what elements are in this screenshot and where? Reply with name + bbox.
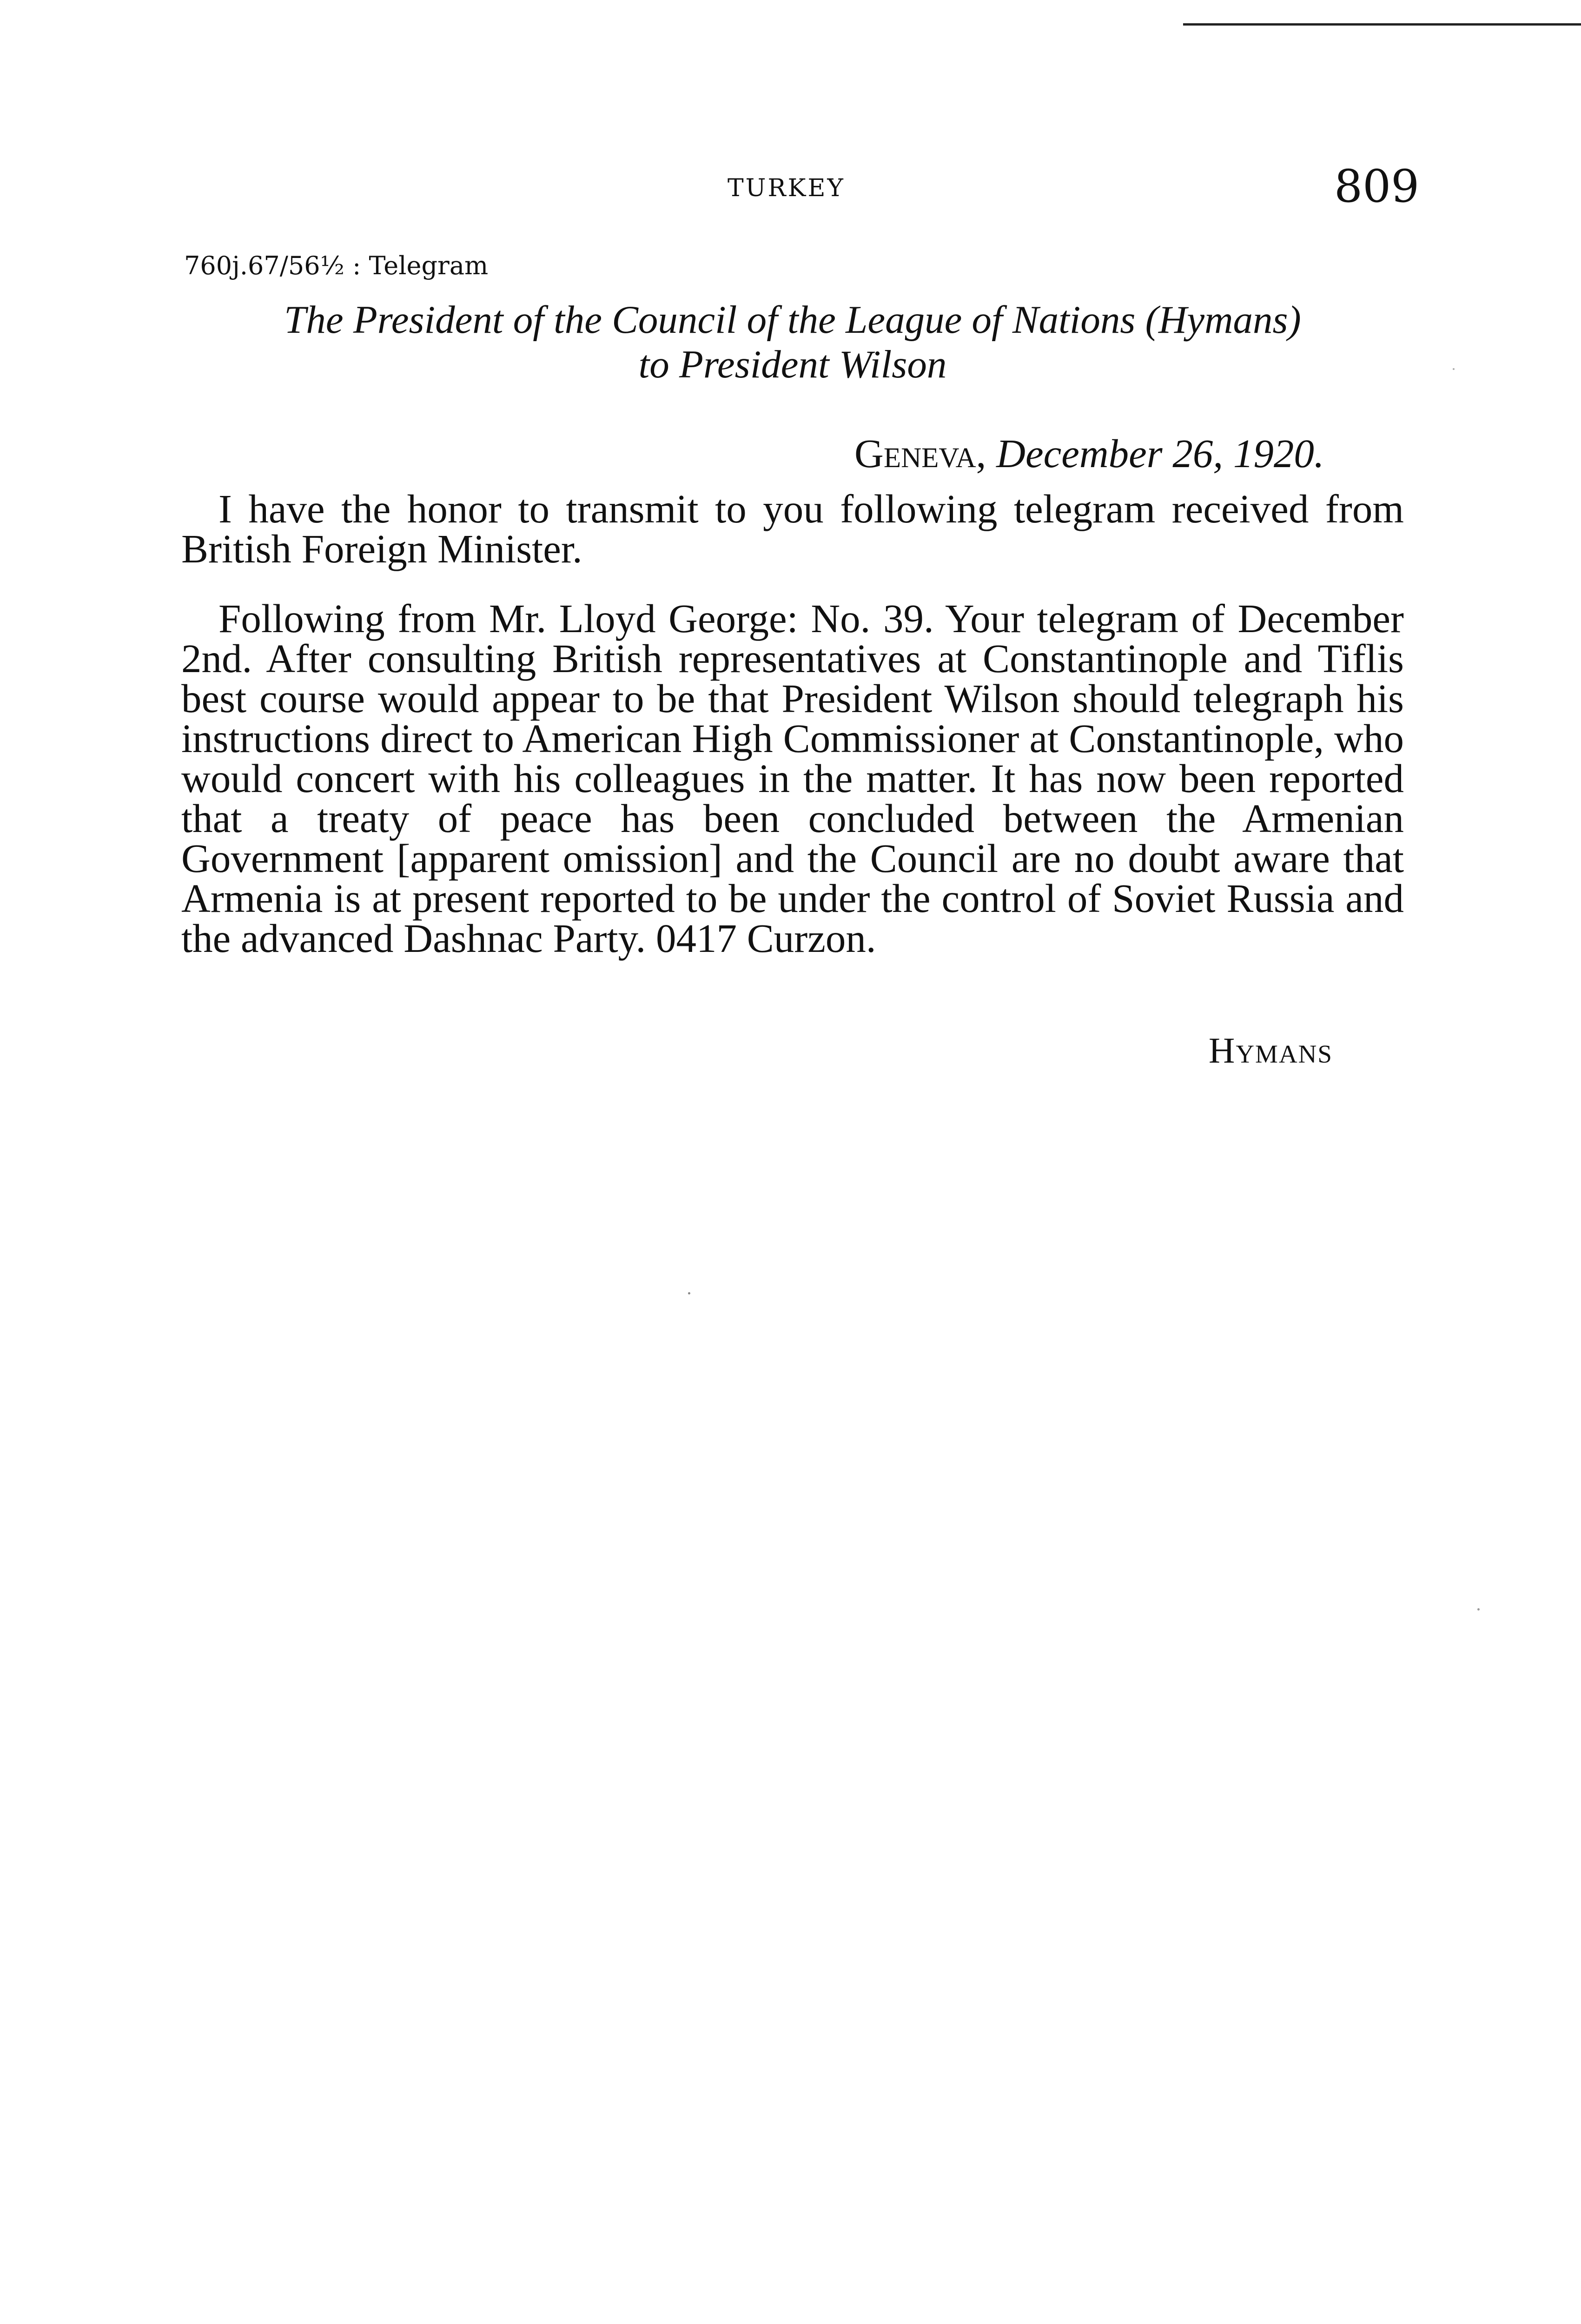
print-speck	[1453, 368, 1455, 370]
dateline-place: Geneva	[854, 431, 976, 476]
heading-line-2: to President Wilson	[638, 343, 947, 386]
document-heading	[181, 297, 1404, 387]
heading-line-1: The President of the Council of the League of Nations (Hymans)	[284, 298, 1301, 342]
signature: Hymans	[1209, 1030, 1333, 1070]
body-paragraph-2: Following from Mr. Lloyd George: No. 39. Your telegram of December 2nd. After consulting British representatives at Constantinople and Tiflis best course would appear to be that President Wilson should telegraph his instructions direct to American High Commissioner at Constantinople, who would concert with his colleagues in the matter. It has now been reported that a treaty of peace has been concluded between the Armenian Government [apparent omission] and the Council are no doubt aware that Armenia is at present reported to be under the control of Soviet Russia and the advanced Dashnac Party. 0417 Curzon.	[181, 596, 1404, 961]
top-rule	[1183, 23, 1581, 26]
dateline-date: December 26, 1920.	[996, 431, 1324, 476]
page-number: 809	[1334, 160, 1420, 212]
file-number: 760j.67/56½ : Telegram	[184, 251, 489, 280]
print-speck	[688, 1292, 690, 1294]
running-head: TURKEY	[728, 174, 845, 202]
print-speck	[1477, 1608, 1480, 1611]
dateline: Geneva, December 26, 1920.	[854, 431, 1324, 476]
body-paragraph-1: I have the honor to transmit to you following telegram received from British Foreign Minister.	[181, 486, 1404, 571]
